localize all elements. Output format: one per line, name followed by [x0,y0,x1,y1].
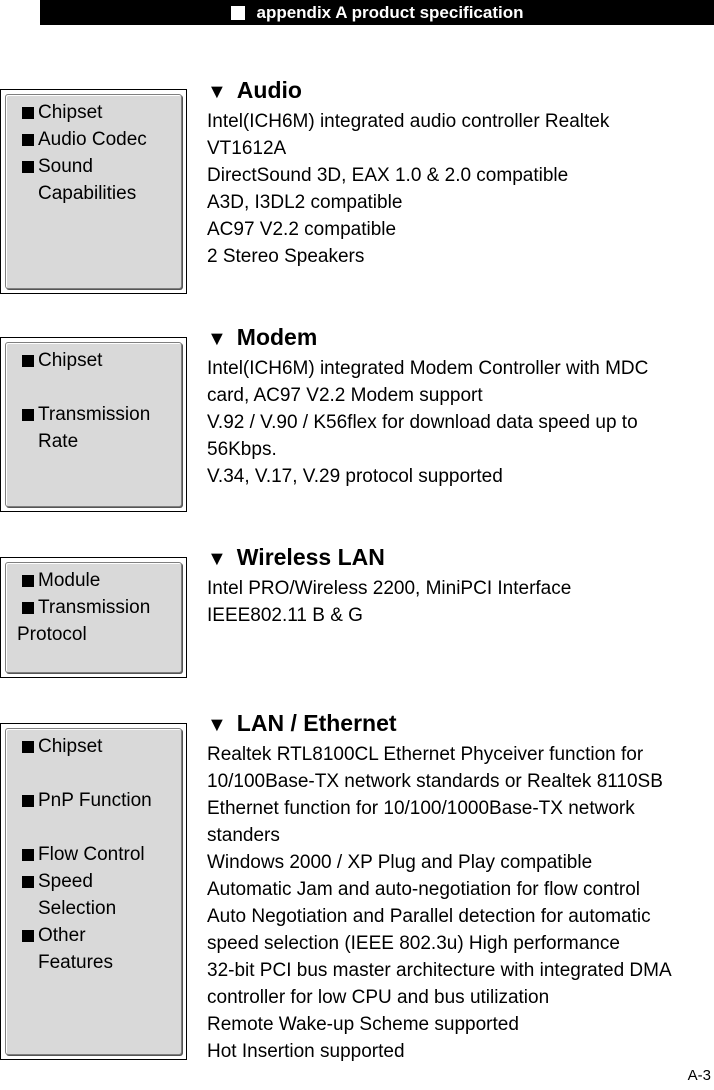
wlan-box-item-module: Module [18,567,175,594]
detail-line: A3D, I3DL2 compatible [207,192,403,213]
modem-label-panel [5,342,182,507]
detail-line: IEEE802.11 B & G [207,605,363,626]
detail-line: V.92 / V.90 / K56flex for download data speed up to [207,412,638,433]
detail-line: 2 Stereo Speakers [207,246,365,267]
detail-line: speed selection (IEEE 802.3u) High performance [207,933,620,954]
square-bullet-icon [22,602,34,614]
modem-box-item-rate: Transmission Rate [18,401,175,455]
wlan-label-panel [5,562,182,673]
audio-box-item-sound: Sound Capabilities [18,153,175,207]
detail-line: V.34, V.17, V.29 protocol supported [207,466,503,487]
modem-details [207,355,714,490]
square-bullet-icon [22,849,34,861]
modem-label-box [0,337,187,512]
lan-label-panel [5,728,182,1055]
lan-label-box [0,723,187,1060]
page-number: A-3 [687,1067,711,1084]
lan-box-item-other: Other Features [18,922,175,976]
detail-line: Intel PRO/Wireless 2200, MiniPCI Interface [207,578,572,599]
detail-line: Intel(ICH6M) integrated audio controller Realtek [207,111,610,132]
modem-title: ▼ Modem [207,322,317,354]
detail-line: VT1612A [207,138,287,159]
detail-line: 10/100Base-TX network standards or Realtek 8110SB [207,771,663,792]
detail-line: AC97 V2.2 compatible [207,219,397,240]
square-bullet-icon [22,930,34,942]
triangle-down-icon: ▼ [207,548,227,570]
detail-line: Intel(ICH6M) integrated Modem Controller with MDC [207,358,649,379]
square-bullet-icon [22,741,34,753]
audio-label-box [0,89,187,294]
triangle-down-icon: ▼ [207,328,227,350]
wlan-details [207,575,714,629]
lan-box-item-chipset: Chipset [18,733,175,760]
header-square-icon [231,6,245,20]
detail-line: Ethernet function for 10/100/1000Base-TX network [207,798,635,819]
wlan-title: ▼ Wireless LAN [207,542,385,574]
detail-line: Auto Negotiation and Parallel detection for automatic [207,906,651,927]
page-header [40,0,714,25]
detail-line: Windows 2000 / XP Plug and Play compatible [207,852,593,873]
square-bullet-icon [22,161,34,173]
lan-box-item-pnp: PnP Function [18,787,175,814]
square-bullet-icon [22,355,34,367]
detail-line: Remote Wake-up Scheme supported [207,1014,519,1035]
header-title: appendix A product specification [256,2,524,22]
lan-title: ▼ LAN / Ethernet [207,708,397,740]
detail-line: Hot Insertion supported [207,1041,405,1062]
audio-box-item-chipset: Chipset [18,99,175,126]
square-bullet-icon [22,134,34,146]
detail-line: DirectSound 3D, EAX 1.0 & 2.0 compatible [207,165,569,186]
wlan-box-item-protocol: Protocol [17,624,87,645]
triangle-down-icon: ▼ [207,81,227,103]
lan-box-item-speed: Speed Selection [18,868,175,922]
triangle-down-icon: ▼ [207,714,227,736]
detail-line: Realtek RTL8100CL Ethernet Phyceiver function for [207,744,644,765]
wlan-box-item-transmission: Transmission [18,594,175,621]
detail-line: 32-bit PCI bus master architecture with integrated DMA [207,960,672,981]
square-bullet-icon [22,107,34,119]
detail-line: standers [207,825,280,846]
audio-details [207,108,714,270]
detail-line: controller for low CPU and bus utilization [207,987,550,1008]
audio-title: ▼ Audio [207,75,302,107]
audio-label-panel [5,94,182,289]
detail-line: card, AC97 V2.2 Modem support [207,385,483,406]
square-bullet-icon [22,575,34,587]
lan-box-item-flow: Flow Control [18,841,175,868]
modem-box-item-chipset: Chipset [18,347,175,374]
audio-box-item-codec: Audio Codec [18,126,175,153]
wlan-label-box [0,557,187,678]
square-bullet-icon [22,795,34,807]
detail-line: 56Kbps. [207,439,277,460]
lan-details [207,741,714,1065]
square-bullet-icon [22,876,34,888]
detail-line: Automatic Jam and auto-negotiation for flow control [207,879,641,900]
square-bullet-icon [22,409,34,421]
